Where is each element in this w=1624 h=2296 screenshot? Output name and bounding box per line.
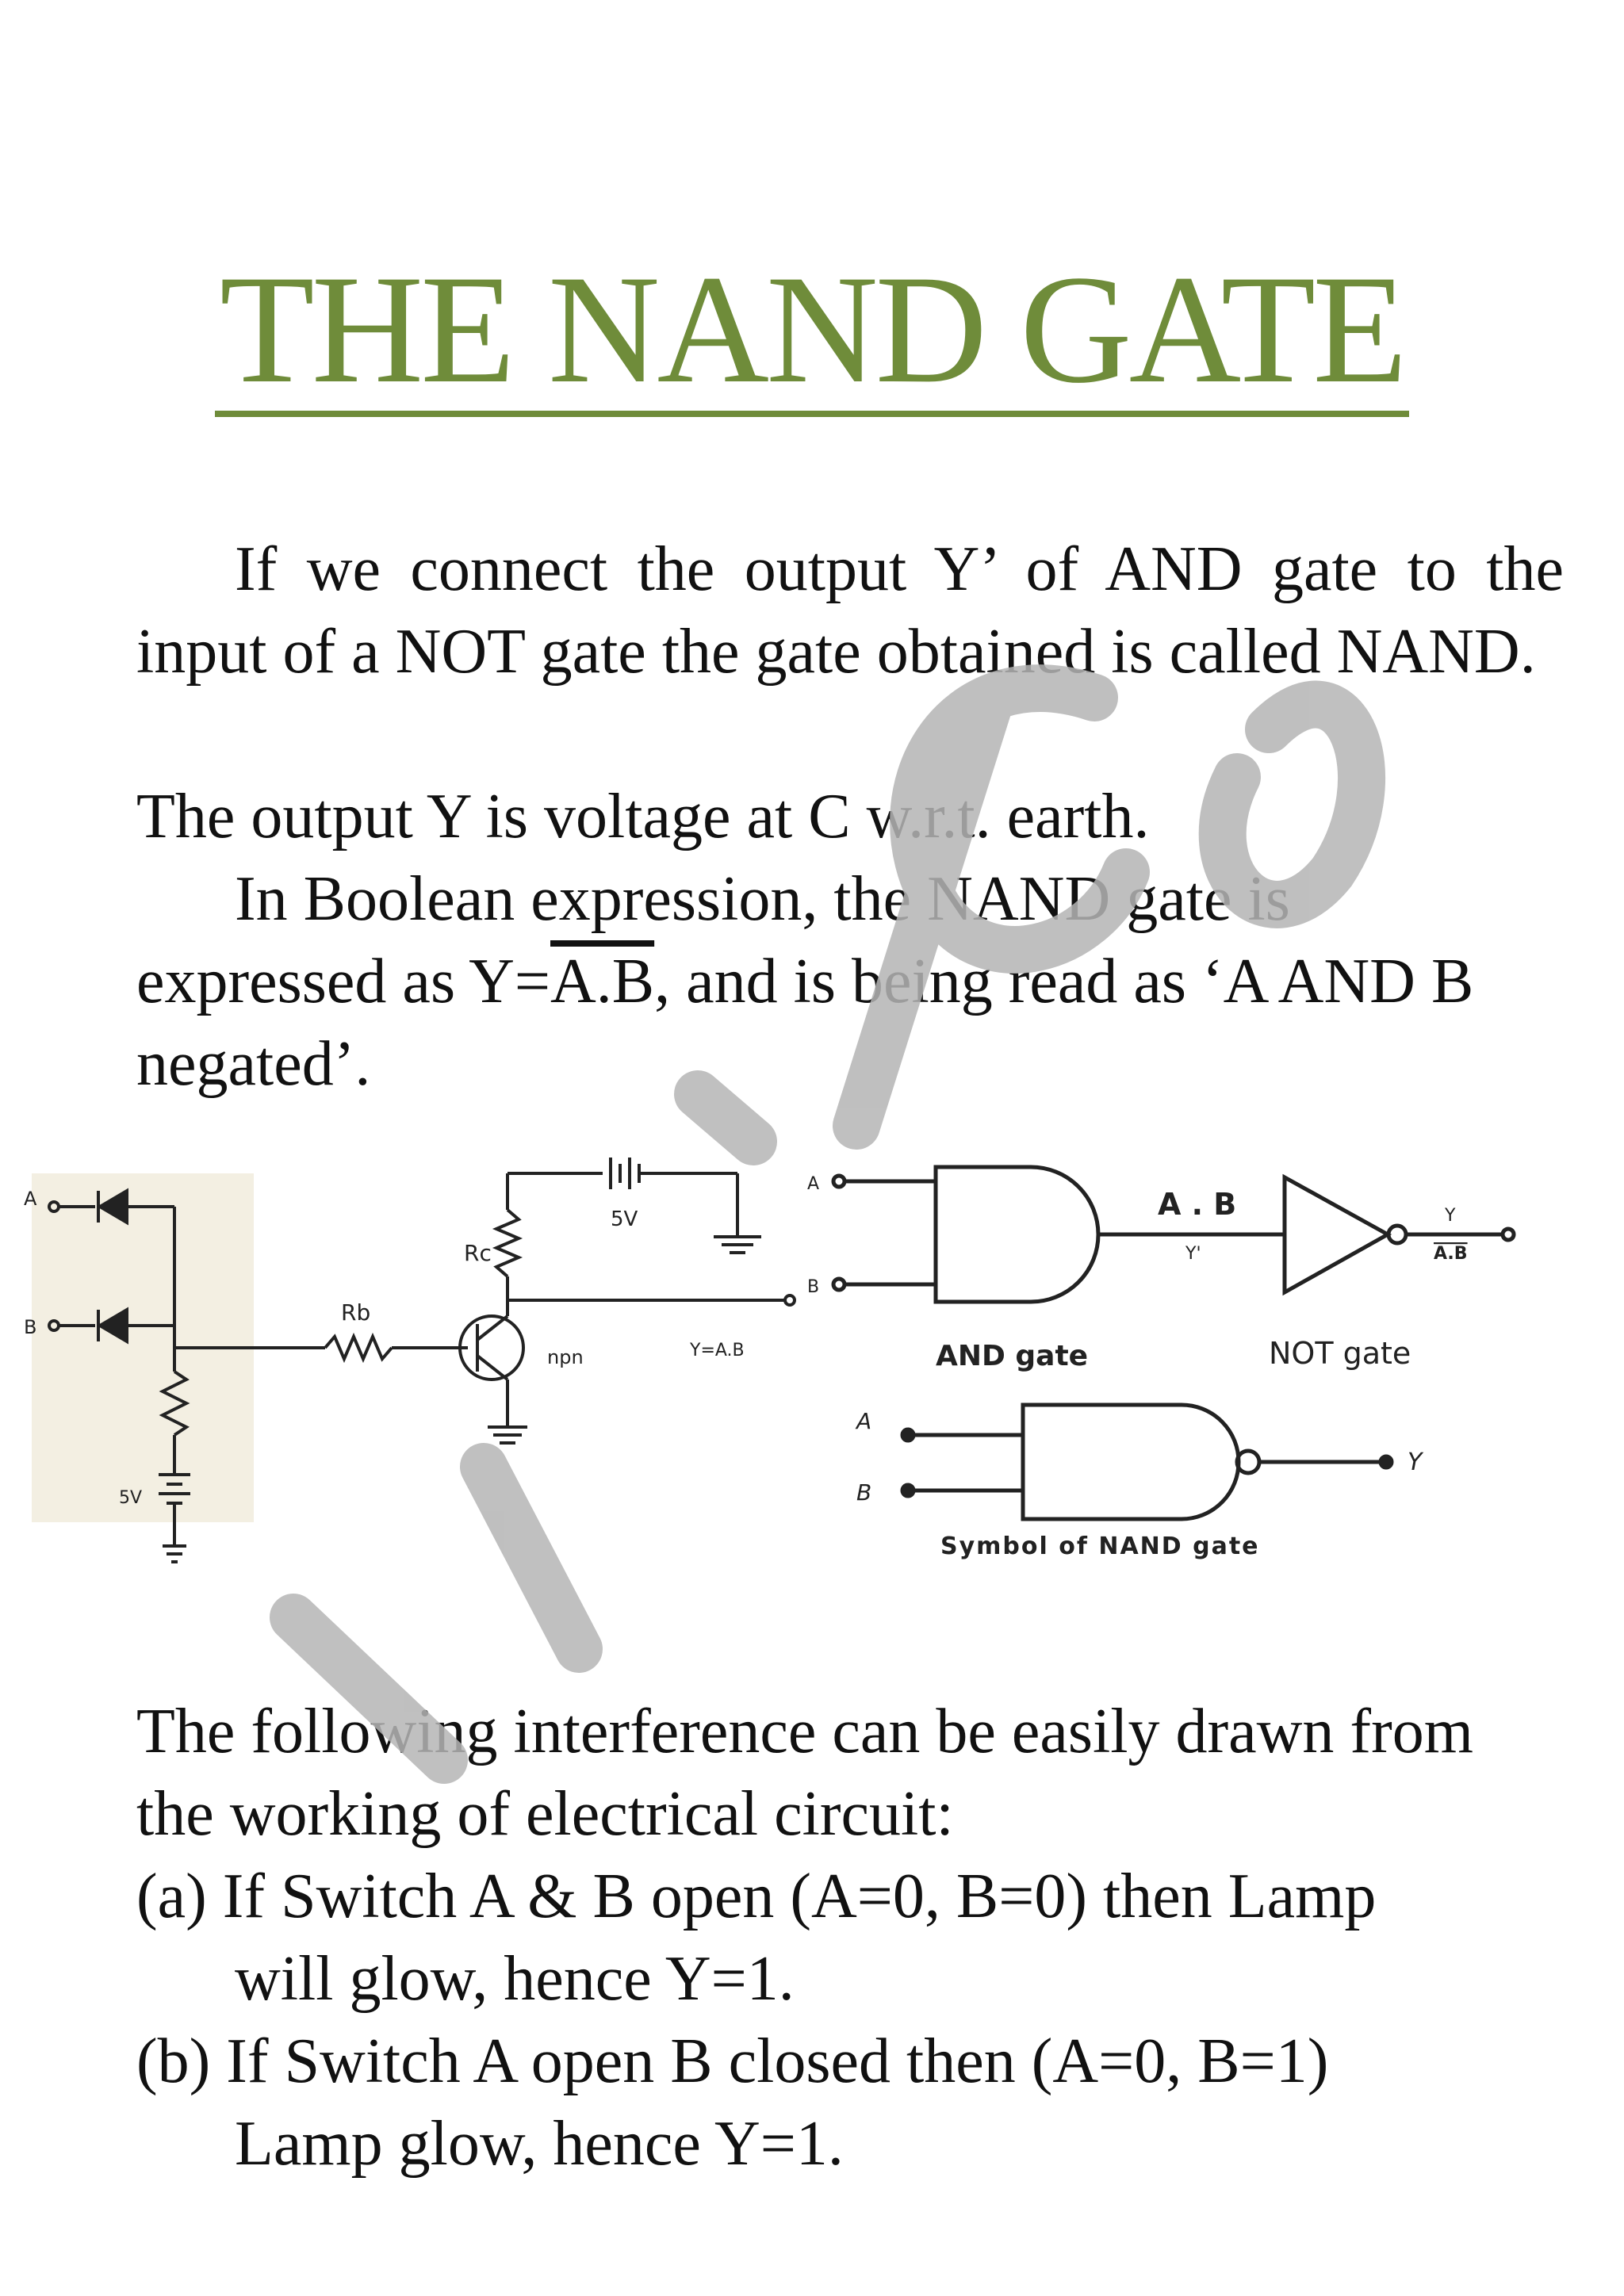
nand-input-a-label: A bbox=[856, 1408, 872, 1434]
not-output-terminal bbox=[1503, 1229, 1514, 1240]
nand-input-b-label: B bbox=[856, 1479, 872, 1506]
and-input-a-label: A bbox=[807, 1174, 820, 1194]
nand-input-b-terminal bbox=[902, 1485, 914, 1496]
rb-resistor-icon bbox=[325, 1337, 392, 1359]
top-battery-label: 5V bbox=[611, 1207, 638, 1231]
circuit-input-b-label: B bbox=[24, 1316, 37, 1338]
list-item-a-line1: (a) If Switch A & B open (A=0, B=0) then Lamp bbox=[136, 1862, 1377, 1931]
not-gate-triangle-icon bbox=[1285, 1177, 1388, 1292]
nand-output-label: Y bbox=[1408, 1448, 1423, 1476]
and-output-prime-label: Y' bbox=[1185, 1244, 1201, 1264]
nand-symbol-caption: Symbol of NAND gate bbox=[940, 1533, 1260, 1560]
nand-circuit-diagram bbox=[24, 1158, 833, 1601]
and-input-a-terminal bbox=[833, 1176, 845, 1187]
not-output-y-label: Y bbox=[1445, 1206, 1456, 1226]
not-gate-caption: NOT gate bbox=[1269, 1336, 1411, 1371]
gate-symbols-diagram bbox=[793, 1158, 1554, 1586]
and-output-label: A . B bbox=[1158, 1187, 1237, 1222]
and-gate-icon bbox=[936, 1167, 1098, 1302]
and-input-b-terminal bbox=[833, 1279, 845, 1290]
inference-paragraph: The following interference can be easily drawn from the working of electrical circuit: bbox=[136, 1697, 1473, 1849]
list-item-a-line2: will glow, hence Y=1. bbox=[235, 1944, 795, 2014]
nand-output-terminal bbox=[1381, 1456, 1392, 1468]
rb-label: Rb bbox=[341, 1299, 371, 1326]
list-item-b-line2: Lamp glow, hence Y=1. bbox=[235, 2109, 844, 2179]
output-paragraph: The output Y is voltage at C w.r.t. earth. bbox=[136, 782, 1150, 851]
rc-label: Rc bbox=[464, 1240, 492, 1266]
page-title-text: THE NAND GATE bbox=[215, 252, 1409, 417]
list-item-b-line1: (b) If Switch A open B closed then (A=0, B=1) bbox=[136, 2026, 1329, 2096]
boolean-text-after: , and is being read as ‘A AND B negated’. bbox=[136, 947, 1474, 1099]
nand-gate-icon bbox=[1023, 1405, 1239, 1519]
boolean-expression-overlined: A.B bbox=[550, 947, 655, 1016]
transistor-label: npn bbox=[547, 1346, 584, 1368]
page-title bbox=[0, 243, 1624, 417]
and-gate-caption: AND gate bbox=[936, 1340, 1089, 1372]
boolean-paragraph bbox=[136, 858, 1516, 1105]
bottom-battery-label: 5V bbox=[119, 1488, 143, 1508]
circuit-output-label: Y=A.B bbox=[690, 1341, 745, 1360]
circuit-input-a-label: A bbox=[24, 1188, 37, 1210]
not-output-expr-label: A.B bbox=[1434, 1244, 1468, 1264]
and-input-b-label: B bbox=[807, 1277, 820, 1297]
rc-resistor-icon bbox=[496, 1210, 519, 1276]
boolean-text-before: In Boolean expression, the NAND gate is expressed as Y= bbox=[136, 864, 1290, 1016]
nand-input-a-terminal bbox=[902, 1429, 914, 1441]
npn-transistor-icon bbox=[460, 1316, 523, 1380]
intro-paragraph: If we connect the output Y’ of AND gate to the input of a NOT gate the gate obtained is called NAND. bbox=[136, 534, 1564, 687]
